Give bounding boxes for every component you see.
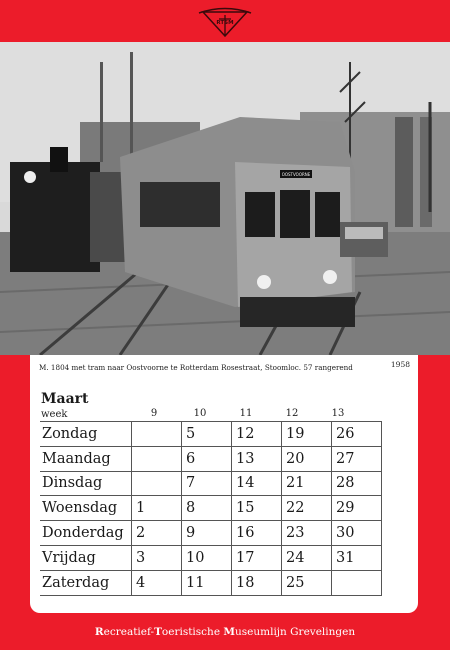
date-cell: 20 bbox=[282, 446, 332, 471]
date-cell: 8 bbox=[182, 496, 232, 521]
calendar-row bbox=[40, 496, 382, 521]
calendar-row bbox=[40, 446, 382, 471]
footer-word: Grevelingen bbox=[290, 626, 356, 638]
date-cell: 15 bbox=[232, 496, 282, 521]
weekday-label: Dinsdag bbox=[40, 471, 132, 496]
week-number: 10 bbox=[193, 408, 207, 419]
date-cell: 18 bbox=[232, 570, 282, 595]
date-cell: 30 bbox=[332, 521, 382, 546]
weekday-label: Maandag bbox=[40, 446, 132, 471]
weekday-label: Zaterdag bbox=[40, 570, 132, 595]
date-cell: 25 bbox=[282, 570, 332, 595]
date-cell: 5 bbox=[182, 422, 232, 447]
calendar-row bbox=[40, 545, 382, 570]
date-cell: 7 bbox=[182, 471, 232, 496]
date-cell: 1 bbox=[132, 496, 182, 521]
footer-word: oeristische bbox=[161, 626, 224, 638]
week-number: 12 bbox=[285, 408, 299, 419]
date-cell bbox=[332, 570, 382, 595]
date-cell bbox=[132, 446, 182, 471]
footer-initial: T bbox=[154, 626, 162, 638]
footer-title bbox=[0, 626, 450, 638]
calendar-row bbox=[40, 570, 382, 595]
weekday-label: Vrijdag bbox=[40, 545, 132, 570]
calendar-card bbox=[30, 355, 418, 613]
date-cell: 9 bbox=[182, 521, 232, 546]
date-cell: 16 bbox=[232, 521, 282, 546]
calendar-row bbox=[40, 471, 382, 496]
date-cell: 11 bbox=[182, 570, 232, 595]
week-number: 11 bbox=[239, 408, 253, 419]
date-cell: 26 bbox=[332, 422, 382, 447]
calendar-row bbox=[40, 422, 382, 447]
photo-year: 1958 bbox=[390, 360, 410, 369]
calendar-grid bbox=[40, 421, 382, 596]
date-cell: 29 bbox=[332, 496, 382, 521]
date-cell: 31 bbox=[332, 545, 382, 570]
weekday-label: Zondag bbox=[40, 422, 132, 447]
photo-caption: M. 1804 met tram naar Oostvoorne te Rotterdam Rosestraat, Stoomloc. 57 rangerend bbox=[39, 363, 353, 372]
footer-initial: M bbox=[223, 626, 235, 638]
weekday-label: Woensdag bbox=[40, 496, 132, 521]
date-cell: 17 bbox=[232, 545, 282, 570]
date-cell: 22 bbox=[282, 496, 332, 521]
week-label: week bbox=[41, 409, 68, 420]
month-title: Maart bbox=[41, 391, 89, 407]
date-cell: 6 bbox=[182, 446, 232, 471]
week-number: 13 bbox=[331, 408, 345, 419]
date-cell: 2 bbox=[132, 521, 182, 546]
footer-word: useumlijn bbox=[235, 626, 291, 638]
date-cell: 4 bbox=[132, 570, 182, 595]
date-cell: 10 bbox=[182, 545, 232, 570]
weekday-label: Donderdag bbox=[40, 521, 132, 546]
tram-photograph bbox=[0, 42, 450, 355]
calendar-row bbox=[40, 521, 382, 546]
destination-sign: OOSTVOORNE bbox=[281, 172, 311, 177]
date-cell: 3 bbox=[132, 545, 182, 570]
date-cell: 21 bbox=[282, 471, 332, 496]
date-cell: 27 bbox=[332, 446, 382, 471]
date-cell: 13 bbox=[232, 446, 282, 471]
date-cell bbox=[132, 471, 182, 496]
logo-lettering: RTSM bbox=[216, 20, 234, 26]
footer-initial: R bbox=[94, 626, 104, 638]
date-cell: 19 bbox=[282, 422, 332, 447]
rtsm-logo bbox=[197, 6, 253, 38]
date-cell: 28 bbox=[332, 471, 382, 496]
date-cell: 24 bbox=[282, 545, 332, 570]
footer-word: ecreatief- bbox=[103, 626, 155, 638]
date-cell bbox=[132, 422, 182, 447]
date-cell: 12 bbox=[232, 422, 282, 447]
date-cell: 23 bbox=[282, 521, 332, 546]
week-number: 9 bbox=[150, 408, 158, 419]
date-cell: 14 bbox=[232, 471, 282, 496]
